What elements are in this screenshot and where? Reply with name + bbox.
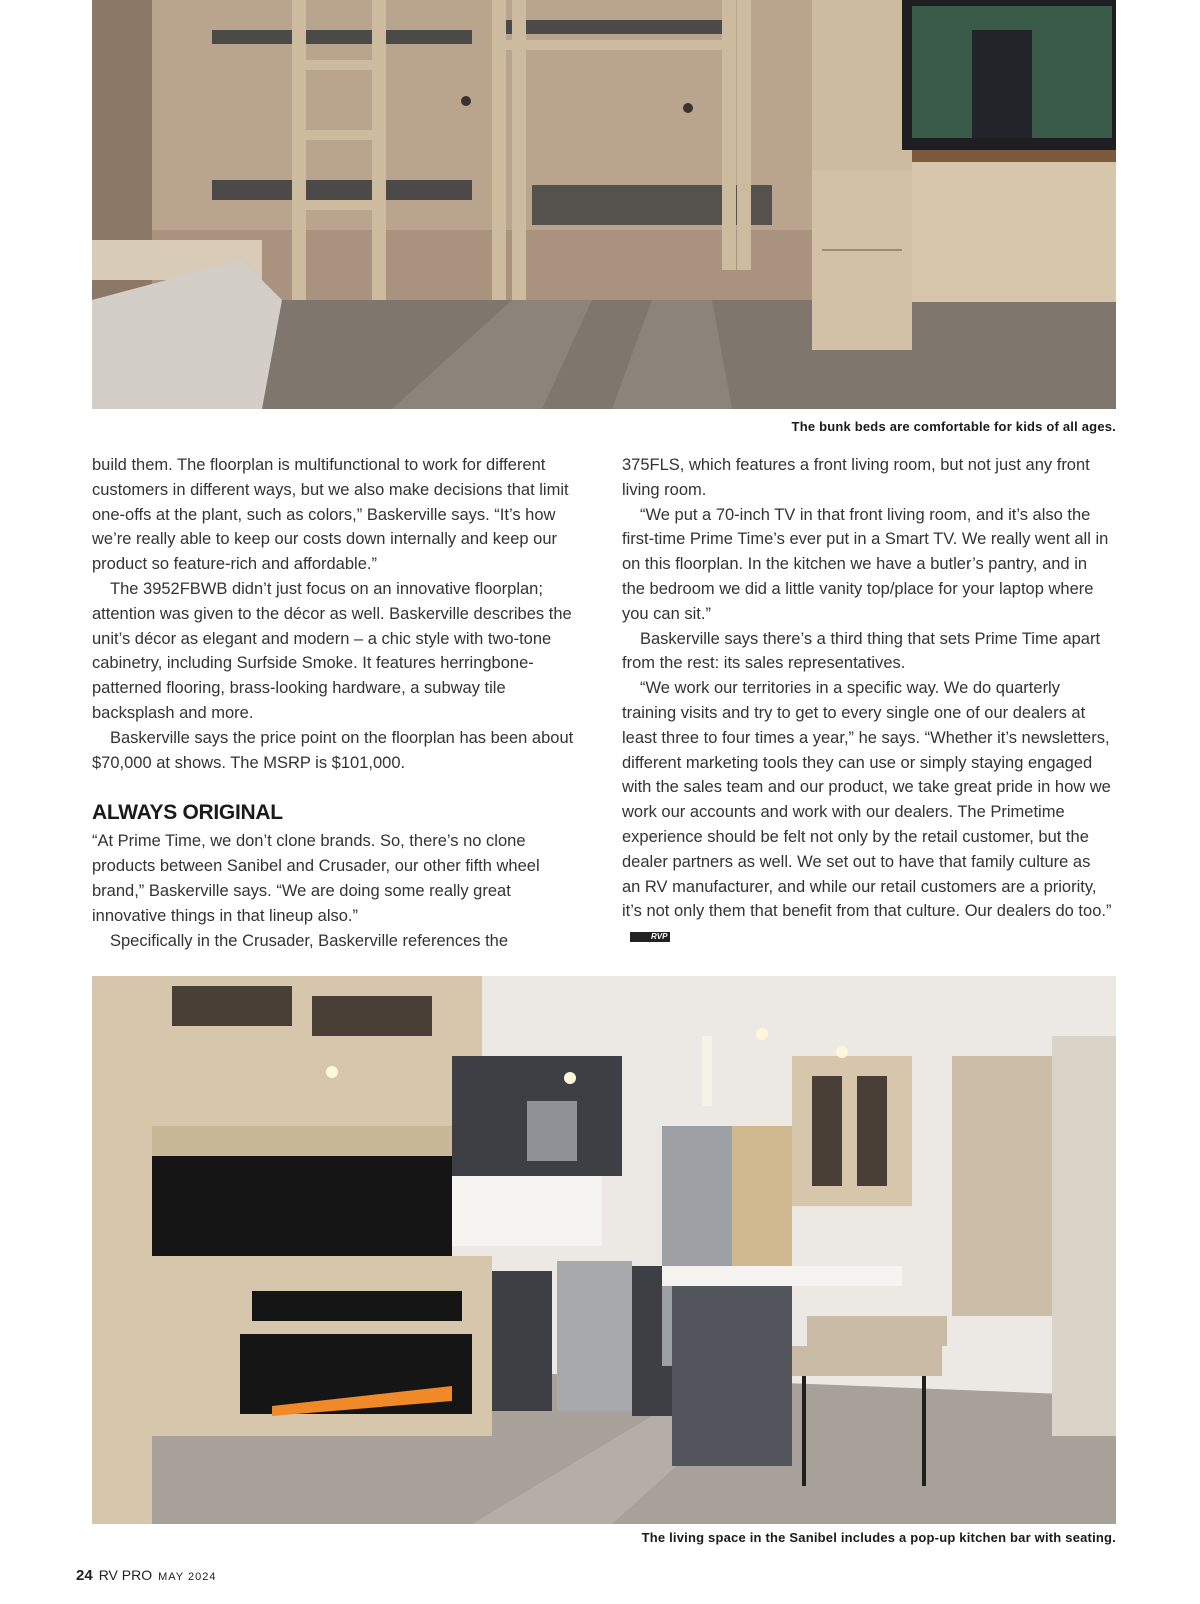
bunk-beds-illustration [92, 0, 1116, 409]
article-paragraph: “At Prime Time, we don’t clone brands. So, there’s no clone products between Sanibel and Crusader, our other fifth wheel brand,” Baskerville says. “We are doing some really great innovative things in that lineup also.” [92, 832, 540, 925]
publication-name: RV PRO [98, 1567, 153, 1583]
living-space-illustration [92, 976, 1116, 1524]
article-column-left [92, 453, 582, 953]
bunk-beds-photo [92, 0, 1116, 409]
photo-caption: The living space in the Sanibel includes a pop-up kitchen bar with seating. [641, 1530, 1116, 1545]
issue-date: MAY 2024 [158, 1571, 217, 1583]
article-paragraph: Baskerville says the price point on the floorplan has been about $70,000 at shows. The MSRP is $101,000. [92, 728, 574, 772]
article-column-right [622, 453, 1112, 949]
article-paragraph: “We put a 70-inch TV in that front living room, and it’s also the first-time Prime Time’s ever put in a Smart TV. We really went all in on this floorplan. In the kitchen we have a butler’s pantry, and in the bedroom we did a little vanity top/place for your laptop where you can sit.” [622, 505, 1109, 623]
article-paragraph: build them. The floorplan is multifunctional to work for different customers in different ways, but we also make decisions that limit one-offs at the plant, such as colors,” Baskerville says. “It’s how we’re really able to keep our costs down internally and keep our product so feature-rich and affordable.” [92, 456, 569, 574]
article-paragraph: Specifically in the Crusader, Baskerville references the [110, 931, 509, 950]
article-paragraph: The 3952FBWB didn’t just focus on an innovative floorplan; attention was given to the décor as well. Baskerville describes the unit’s décor as elegant and modern – a chic style with two-tone cabinetry, including Surfside Smoke. It features herringbone-patterned flooring, brass-looking hardware, a subway tile backsplash and more. [92, 579, 572, 722]
end-of-article-mark: RVP [630, 932, 670, 942]
article-paragraph: 375FLS, which features a front living room, but not just any front living room. [622, 456, 1090, 499]
page-number: 24 [76, 1567, 93, 1584]
article-paragraph-text: “We work our territories in a specific way. We do quarterly training visits and try to get to every single one of our dealers at least three to four times a year,” he says. “Whether it’s newsletters, different marketing tools they can use or simply staying engaged with the sales team and our product, we take great pride in how we work our accounts and work with our dealers. The Primetime experience should be felt not only by the retail customer, but the dealer partners as well. We set out to have that family culture as an RV manufacturer, and while our retail customers are a priority, it’s not only them that benefit from that culture. Our dealers do too.” [622, 679, 1112, 921]
article-paragraph-final [622, 676, 1112, 949]
photo-caption: The bunk beds are comfortable for kids of all ages. [791, 419, 1116, 434]
page-folio [76, 1567, 216, 1584]
article-paragraph: Baskerville says there’s a third thing that sets Prime Time apart from the rest: its sales representatives. [622, 629, 1101, 673]
section-heading: ALWAYS ORIGINAL [92, 801, 283, 825]
living-space-photo [92, 976, 1116, 1524]
